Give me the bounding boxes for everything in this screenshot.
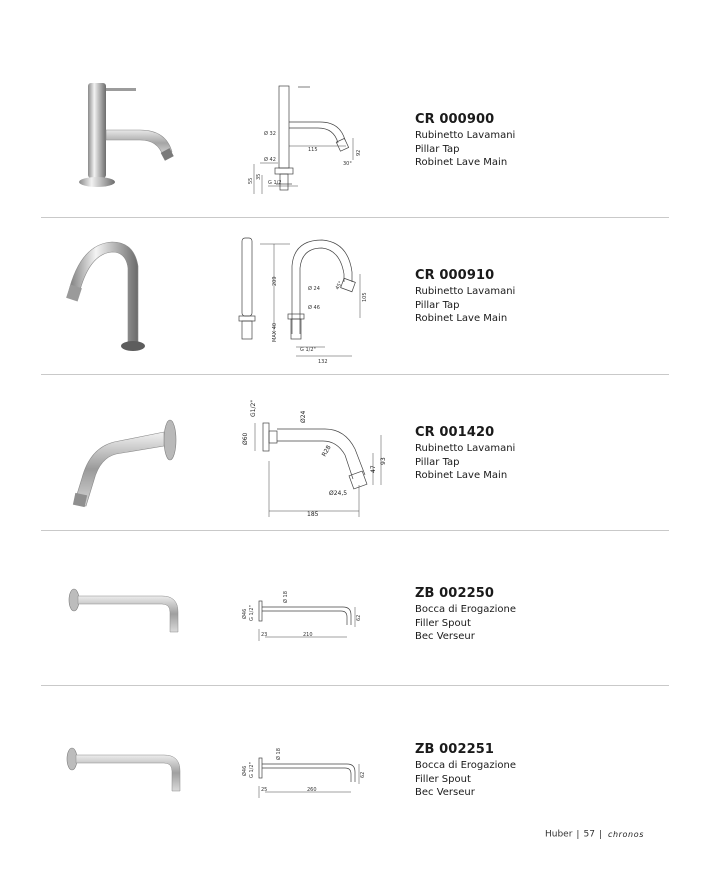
dimension-label: 62 <box>356 614 362 621</box>
product-name-en: Filler Spout <box>415 773 471 785</box>
technical-drawing <box>235 393 385 518</box>
product-photo <box>70 78 190 193</box>
product-name-fr: Robinet Lave Main <box>415 157 508 169</box>
dimension-label: 47 <box>370 465 377 473</box>
logo-text: chronos <box>607 830 644 839</box>
product-description <box>415 742 516 800</box>
dimension-label: Ø24 <box>300 410 307 423</box>
dimension-label: 185 <box>307 511 319 518</box>
product-code: CR 000900 <box>415 112 495 127</box>
dimension-label: 35 <box>256 173 262 180</box>
product-name-it: Rubinetto Lavamani <box>415 130 516 141</box>
product-name-en: Pillar Tap <box>415 299 460 311</box>
dimension-label: 62 <box>360 771 366 778</box>
dimension-label: 105 <box>362 292 368 302</box>
product-photo <box>60 236 160 356</box>
dimension-label: 209 <box>272 276 278 286</box>
product-name-it: Rubinetto Lavamani <box>415 443 516 454</box>
dimension-label: Ø46 <box>242 608 248 619</box>
dimension-label: 30° <box>343 161 352 167</box>
dimension-label: Ø 18 <box>283 591 289 603</box>
dimension-label: 93 <box>380 457 387 465</box>
footer-brand: Huber <box>545 829 573 840</box>
dimension-label: MAX 40 <box>272 322 278 342</box>
chronos-logo-icon <box>608 829 666 839</box>
dimension-label: 45° <box>334 280 345 291</box>
product-name-fr: Bec Verseur <box>415 787 475 799</box>
product-code: CR 001420 <box>415 425 495 440</box>
footer-separator: | <box>576 829 580 840</box>
dimension-label: Ø 42 <box>264 157 276 163</box>
dimension-label: Ø 24 <box>308 286 320 292</box>
dimension-label: 55 <box>248 177 254 184</box>
product-code: ZB 002251 <box>415 742 495 757</box>
dimension-label: 115 <box>308 147 318 153</box>
product-name-it: Rubinetto Lavamani <box>415 286 516 297</box>
product-description <box>415 586 516 644</box>
dimension-label: 92 <box>356 149 362 156</box>
dimension-label: G 1/2" <box>300 347 316 353</box>
technical-drawing <box>235 742 370 802</box>
dimension-label: Ø46 <box>242 765 248 776</box>
dimension-label: 25 <box>261 787 268 793</box>
product-name-en: Pillar Tap <box>415 456 460 468</box>
product-code: CR 000910 <box>415 268 495 283</box>
product-description <box>415 112 515 170</box>
product-name-fr: Robinet Lave Main <box>415 313 508 325</box>
product-name-en: Filler Spout <box>415 617 471 629</box>
product-name-it: Bocca di Erogazione <box>415 760 517 771</box>
product-code: ZB 002250 <box>415 586 495 601</box>
dimension-label: Ø60 <box>242 432 249 445</box>
page-footer <box>545 829 666 840</box>
row-divider <box>41 374 669 375</box>
product-photo <box>62 584 187 639</box>
product-photo <box>60 741 185 796</box>
dimension-label: Ø24,5 <box>329 490 348 497</box>
product-name-fr: Bec Verseur <box>415 631 475 643</box>
row-divider <box>41 217 669 218</box>
dimension-label: Ø 18 <box>276 748 282 760</box>
product-description <box>415 268 515 326</box>
dimension-label: Ø 32 <box>264 131 276 137</box>
product-name-it: Bocca di Erogazione <box>415 604 517 615</box>
product-name-en: Pillar Tap <box>415 143 460 155</box>
row-divider <box>41 685 669 686</box>
page-number: 57 <box>583 829 595 840</box>
footer-separator: | <box>598 829 602 840</box>
dimension-label: Ø 46 <box>308 305 320 311</box>
technical-drawing <box>230 234 370 369</box>
dimension-label: G 1/2 <box>268 180 282 186</box>
product-photo <box>64 408 184 513</box>
dimension-label: G 1/2" <box>249 762 255 778</box>
row-divider <box>41 530 669 531</box>
product-name-fr: Robinet Lave Main <box>415 470 508 482</box>
dimension-label: G 1/2" <box>249 605 255 621</box>
product-description <box>415 425 515 483</box>
dimension-label: 132 <box>318 359 328 365</box>
dimension-label: 23 <box>261 632 268 638</box>
technical-drawing <box>235 585 365 645</box>
dimension-label: 210 <box>303 632 313 638</box>
dimension-label: R28 <box>320 444 333 458</box>
dimension-label: G1/2" <box>250 399 257 417</box>
technical-drawing <box>230 80 380 200</box>
dimension-label: 260 <box>307 787 317 793</box>
